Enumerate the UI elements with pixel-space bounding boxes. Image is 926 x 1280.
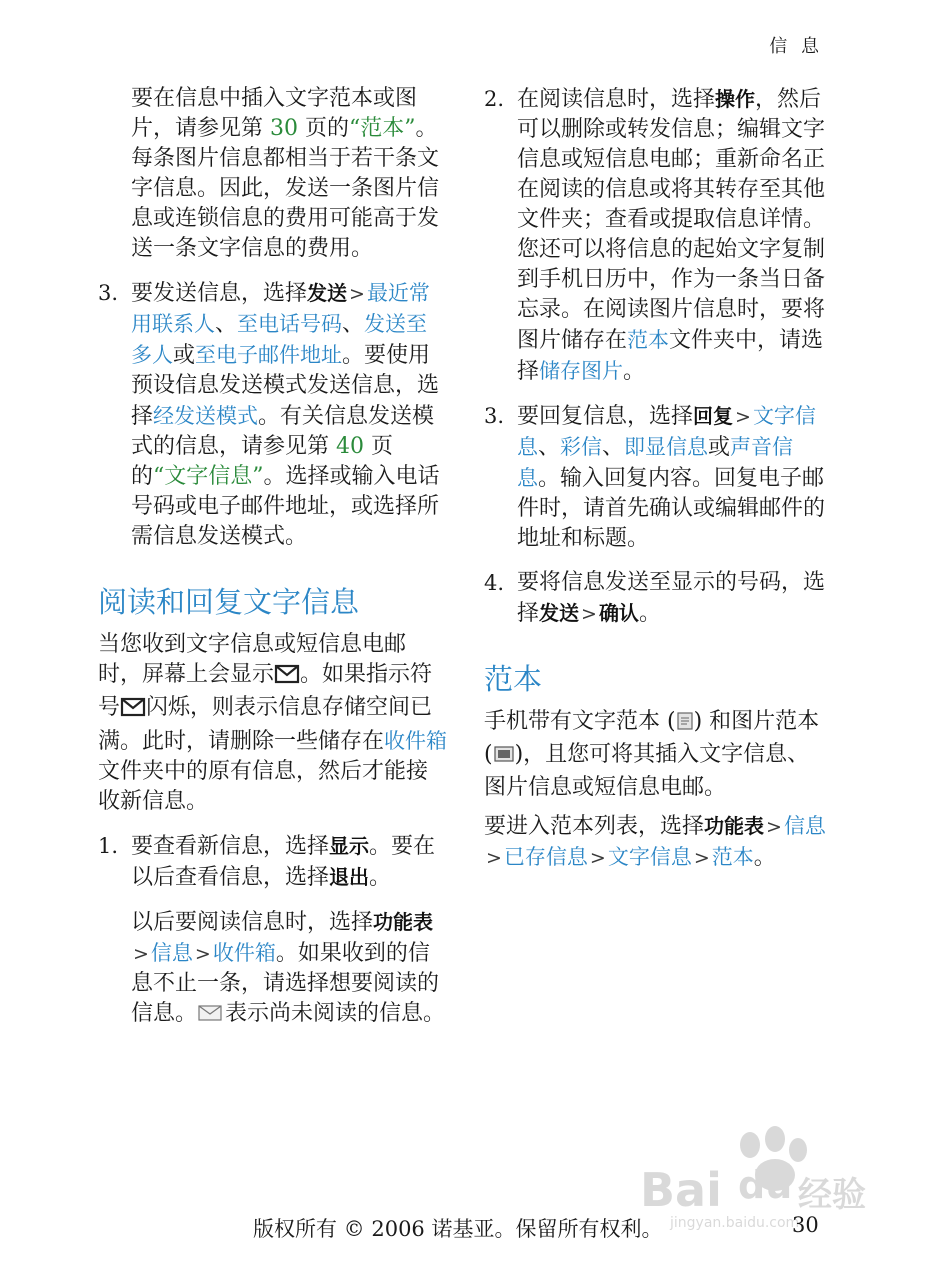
- envelope-icon: [120, 696, 146, 726]
- list-item-1-continued: 以后要阅读信息时，选择功能表>信息 >收件箱。如果收到的信息不止一条，请选择想要阅读的信息。 表示尚未阅读的信息。: [98, 907, 448, 1032]
- section-title-templates: 范本: [484, 662, 543, 696]
- list-item-4: 4. 要将信息发送至显示的号码，选择发送 > 确认。: [484, 570, 826, 626]
- envelope-unread-icon: [197, 1002, 225, 1032]
- section-paragraph: 当您收到文字信息或短信息电邮时，屏幕上会显示 。如果指示符号 闪烁，则表示信息存储空间已满。此时，请删除一些储存在收件箱文件夹中的原有信息，然后才能接收新信息。: [98, 632, 448, 814]
- left-column: [98, 84, 448, 1032]
- templates-paragraph: 手机带有文字范本 ( ) 和图片范本 ( )，且您可将其插入文字信息、图片信息或短信息电邮。: [484, 709, 820, 800]
- baidu-watermark: Bai du 经验 jingyan.baidu.com: [640, 1125, 910, 1235]
- list-item-1: 1. 要查看新信息，选择显示。要在以后查看信息，选择退出。: [98, 834, 436, 890]
- copyright-footer: 版权所有 © 2006 诺基亚。保留所有权利。: [253, 1217, 663, 1241]
- intro-paragraph: 要在信息中插入文字范本或图片，请参见第 30 页的“范本”。每条图片信息都相当于若干条文字信息。因此，发送一条图片信息或连锁信息的费用可能高于发送一条文字信息的费用。: [131, 86, 440, 261]
- right-column: [484, 84, 828, 873]
- list-item-3-right: 3. 要回复信息，选择回复 >文字信息、彩信、即显信息或声音信息。输入回复内容。回复电子邮件时，请首先确认或编辑邮件的地址和标题。: [484, 404, 826, 551]
- text-template-icon: [676, 710, 694, 740]
- page-header: 信 息: [769, 36, 823, 57]
- list-item-3: 3. 要发送信息，选择发送 >最近常用联系人、至电话号码、发送至多人或至电子邮件地址。要使用预设信息发送模式发送信息，选择经发送模式。有关信息发送模式的信息，请参见第 40 页的“文字信息”。选择或输入电话号码或电子邮件地址，或选择所需信息发送模式。: [98, 281, 440, 549]
- page-number: 30: [792, 1213, 819, 1237]
- envelope-icon: [274, 663, 300, 693]
- templates-navigation-paragraph: 要进入范本列表，选择功能表 >信息>已存信息 >文字信息 >范本。: [484, 814, 826, 870]
- section-title-read-reply: 阅读和回复文字信息: [98, 585, 360, 619]
- picture-template-icon: [493, 743, 515, 773]
- list-item-2: 2. 在阅读信息时，选择操作，然后可以删除或转发信息；编辑文字信息或短信息电邮；重新命名正在阅读的信息或将其转存至其他文件夹；查看或提取信息详情。您还可以将信息的起始文字复制到手机日历中，作为一条当日备忘录。在阅读图片信息时，要将图片储存在范本文件夹中，请选择储存图片。: [484, 87, 826, 384]
